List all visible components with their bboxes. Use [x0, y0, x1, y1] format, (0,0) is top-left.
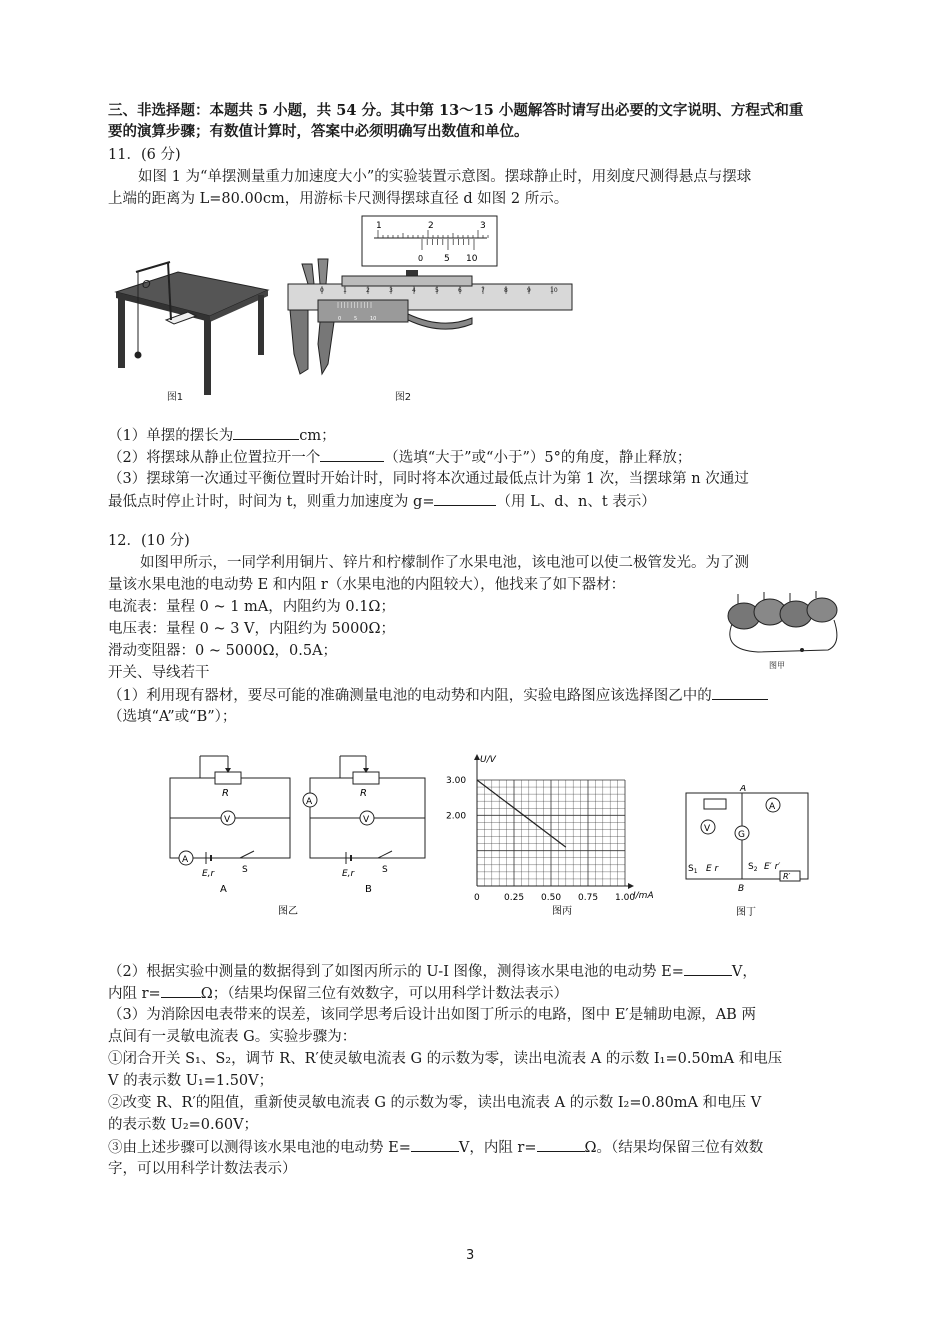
inset-main-tick-2: 2 — [428, 221, 434, 231]
circuit-a-switch-label: S — [242, 865, 248, 875]
graph-x-tick-label: 0.75 — [578, 893, 599, 903]
q11-pendulum-length-blank[interactable] — [233, 425, 299, 440]
q12-part2b-prefix: 内阻 r= — [108, 986, 161, 1002]
q12-step3-line1 — [108, 1137, 763, 1158]
q11-part3-prefix: 最低点时停止计时，时间为 t，则重力加速度为 g= — [108, 494, 435, 510]
circuit-b-ammeter-label: A — [306, 797, 313, 807]
caliper-vernier-label-0: 0 — [338, 316, 342, 322]
circuit-b-switch-label: S — [382, 865, 388, 875]
q11-gravity-blank[interactable] — [434, 491, 496, 506]
circuit-b-battery-label: E,r — [342, 869, 355, 879]
circuit-a-voltmeter-label: V — [224, 815, 231, 825]
graph-x-axis-label: I/mA — [633, 891, 654, 901]
graph-y-axis-label: U/V — [480, 755, 496, 765]
pendulum-table-figure — [108, 250, 273, 405]
q12-step3-suffix: Ω。（结果均保留三位有效数 — [584, 1140, 764, 1156]
q12-part2-line2 — [108, 983, 568, 1004]
q12-step3-prefix: ③由上述步骤可以测得该水果电池的电动势 E= — [108, 1140, 411, 1156]
ding-battery-label: E r — [706, 864, 719, 874]
q12-equipment-voltmeter: 电压表：量程 0 ~ 3 V，内阻约为 5000Ω； — [108, 621, 396, 637]
inset-main-tick-3: 3 — [480, 221, 486, 231]
q11-part2 — [108, 447, 691, 468]
q12-part1-line1 — [108, 685, 768, 706]
q12-intro-line1: 如图甲所示，一同学利用铜片、锌片和柠檬制作了水果电池，该电池可以使二极管发光。为了测 — [140, 555, 749, 571]
caliper-main-tick-label: 8 — [504, 287, 508, 294]
q12-part1-prefix: （1）利用现有器材，要尽可能的准确测量电池的电动势和内阻，实验电路图应该选择图乙中的 — [108, 688, 712, 704]
ding-aux-resistor-label: R′ — [783, 872, 791, 881]
q12-step3-emf-blank[interactable] — [411, 1137, 459, 1152]
q12-step3-mid: V，内阻 r= — [458, 1140, 537, 1156]
q12-emf-blank[interactable] — [684, 961, 732, 976]
caliper-main-tick-label: 7 — [481, 287, 485, 294]
q11-part2-suffix: （选填“大于”或“小于”）5°的角度，静止释放； — [384, 450, 692, 466]
circuit-a-caption: A — [220, 884, 227, 895]
q11-part1 — [108, 425, 336, 446]
ding-aux-battery-label: E′ r′ — [764, 862, 781, 872]
page-number: 3 — [466, 1248, 475, 1263]
q12-equipment-switch: 开关、导线若干 — [108, 665, 210, 681]
circuit-a-ammeter-label: A — [182, 855, 189, 865]
graph-x-tick-label: 0.50 — [541, 893, 562, 903]
caliper-main-tick-label: 4 — [412, 287, 416, 294]
lemon-battery-figure — [718, 590, 848, 670]
section-header-line1: 三、非选择题：本题共 5 小题，共 54 分。其中第 13～15 小题解答时请写出必要的文字说明、方程式和重 — [108, 102, 804, 119]
vernier-caliper-figure — [282, 214, 582, 389]
ding-node-b-label: B — [738, 884, 745, 894]
q11-part3-line2 — [108, 491, 656, 512]
circuit-a-battery-label: E,r — [202, 869, 215, 879]
ding-switch2-label: $S_2$ — [748, 862, 758, 873]
section-header-line2: 要的演算步骤；有数值计算时，答案中必须明确写出数值和单位。 — [108, 123, 529, 140]
caliper-vernier-label-5: 5 — [354, 316, 358, 322]
fig-yi-caption: 图乙 — [278, 906, 298, 917]
fig-jia-caption: 图甲 — [769, 661, 785, 670]
inset-vernier-tick-10: 10 — [466, 254, 478, 264]
graph-x-tick-label: 1.00 — [615, 893, 636, 903]
caliper-main-tick-label: 2 — [366, 287, 370, 294]
circuit-b-voltmeter-label: V — [363, 815, 370, 825]
q11-part1-suffix: cm； — [299, 428, 336, 444]
q12-part2-prefix: （2）根据实验中测量的数据得到了如图丙所示的 U-I 图像，测得该水果电池的电动势 E= — [108, 964, 684, 980]
ding-voltmeter-label: V — [704, 824, 711, 834]
circuit-a — [170, 756, 290, 895]
q12-step2-line1: ②改变 R、R′的阻值，重新使灵敏电流表 G 的示数为零，读出电流表 A 的示数 I₂=0.80mA 和电压 V — [108, 1095, 762, 1111]
q12-step3-resistance-blank[interactable] — [537, 1137, 585, 1152]
q11-part1-prefix: （1）单摆的摆长为 — [108, 428, 234, 444]
q12-intro-line2: 量该水果电池的电动势 E 和内阻 r（水果电池的内阻较大），他找来了如下器材： — [108, 577, 626, 593]
ui-graph-figure — [440, 748, 680, 920]
q12-part2-line1 — [108, 961, 757, 982]
graph-y-tick-label: 3.00 — [446, 776, 467, 786]
ding-switch1-label: $S_1$ — [688, 864, 698, 875]
q11-part3-line1: （3）摆球第一次通过平衡位置时开始计时，同时将本次通过最低点计为第 1 次，当摆球第 n 次通过 — [108, 471, 749, 487]
q12-circuit-choice-blank[interactable] — [712, 685, 768, 700]
q12-equipment-ammeter: 电流表：量程 0 ~ 1 mA，内阻约为 0.1Ω； — [108, 599, 395, 615]
ding-galvanometer-label: G — [738, 830, 745, 840]
graph-x-tick-label: 0.25 — [504, 893, 525, 903]
circuit-b-caption: B — [365, 884, 372, 895]
q12-step3-line2: 字，可以用科学计数法表示） — [108, 1161, 297, 1177]
q12-step2-line2: 的表示数 U₂=0.60V； — [108, 1117, 259, 1133]
fig2-caption: 图2 — [394, 392, 412, 403]
caliper-main-tick-label: 10 — [550, 287, 558, 294]
inset-main-tick-1: 1 — [376, 221, 382, 231]
ding-node-a-label: A — [740, 785, 747, 794]
inset-vernier-tick-0: 0 — [418, 254, 424, 263]
q12-part3-line1: （3）为消除因电表带来的误差，该同学思考后设计出如图丁所示的电路，图中 E′是辅助电源，AB 两 — [108, 1007, 756, 1023]
q11-intro-line1: 如图 1 为“单摆测量重力加速度大小”的实验装置示意图。摆球静止时，用刻度尺测得悬点与摆球 — [138, 169, 752, 185]
inset-vernier-tick-5: 5 — [444, 254, 450, 264]
q12-header: 12．(10 分) — [108, 533, 190, 549]
q12-resistance-blank[interactable] — [161, 983, 201, 998]
q12-part2b-suffix: Ω；（结果均保留三位有效数字，可以用科学计数法表示） — [200, 986, 568, 1002]
graph-y-tick-label: 2.00 — [446, 811, 467, 822]
q11-intro-line2: 上端的距离为 L=80.00cm，用游标卡尺测得摆球直径 d 如图 2 所示。 — [108, 191, 569, 207]
q12-part1-line2: （选填“A”或“B”）； — [108, 709, 237, 725]
fig1-caption: 图1 — [166, 392, 184, 403]
fig-bing-caption: 图丙 — [552, 906, 572, 917]
caliper-main-tick-label: 6 — [458, 287, 462, 294]
q12-equipment-rheostat: 滑动变阻器：0 ~ 5000Ω，0.5A； — [108, 643, 338, 659]
ding-ammeter-label: A — [769, 802, 776, 812]
circuit-a-resistor-label: R — [222, 788, 229, 799]
compensation-circuit-figure — [678, 785, 818, 920]
q11-part2-prefix: （2）将摆球从静止位置拉开一个 — [108, 450, 321, 466]
circuit-b — [303, 756, 425, 895]
caliper-main-tick-label: 9 — [527, 287, 531, 294]
q12-part3-line2: 点间有一灵敏电流表 G。实验步骤为： — [108, 1029, 357, 1045]
caliper-main-tick-label: 0 — [320, 287, 324, 294]
q12-step1-line2: V 的表示数 U₁=1.50V； — [108, 1073, 274, 1089]
q11-header: 11．(6 分) — [108, 147, 181, 163]
caliper-vernier-label-10: 10 — [370, 316, 377, 322]
circuit-figure-yi — [160, 748, 460, 920]
caliper-main-tick-label: 1 — [343, 287, 347, 294]
q11-part3-suffix: （用 L、d、n、t 表示） — [496, 494, 656, 510]
caliper-main-tick-label: 3 — [389, 287, 393, 294]
circuit-b-resistor-label: R — [360, 788, 367, 799]
pendulum-pivot-label: O — [142, 278, 151, 291]
fig-ding-caption: 图丁 — [736, 907, 756, 918]
caliper-main-tick-label: 5 — [435, 287, 439, 294]
graph-x-tick-label: 0 — [474, 893, 480, 903]
q11-angle-blank[interactable] — [320, 447, 384, 462]
q12-part2-unit: V， — [731, 964, 757, 980]
q12-step1-line1: ①闭合开关 S₁、S₂，调节 R、R′使灵敏电流表 G 的示数为零，读出电流表 A 的示数 I₁=0.50mA 和电压 — [108, 1051, 783, 1067]
